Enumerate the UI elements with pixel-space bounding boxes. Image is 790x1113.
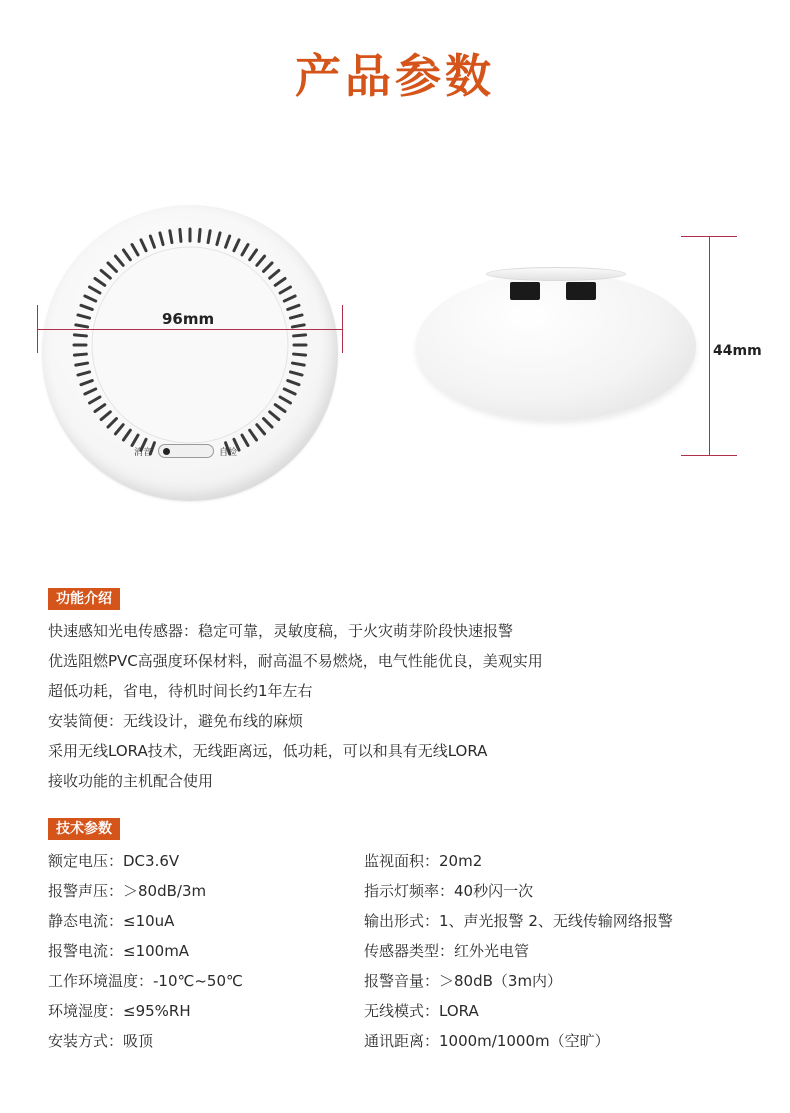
spec-right-item: 输出形式：1、声光报警 2、无线传输网络报警	[364, 912, 673, 930]
vent-slot	[108, 263, 116, 271]
vent-slot	[150, 236, 154, 247]
vent-slot	[78, 315, 90, 318]
width-dimension-tick-left	[37, 305, 38, 353]
vent-slot	[76, 363, 88, 365]
vent-slot	[294, 335, 306, 336]
features-header: 功能介绍	[48, 588, 120, 610]
vent-slot	[288, 305, 299, 309]
spec-right-item: 无线模式：LORA	[364, 1002, 479, 1020]
height-dimension-label: 44mm	[713, 343, 762, 359]
vent-slot	[115, 256, 123, 265]
spec-left-item: 额定电压：DC3.6V	[48, 852, 180, 870]
vent-slot	[226, 236, 230, 247]
vent-slot	[132, 245, 138, 255]
vent-slot	[292, 363, 304, 365]
vent-slot	[257, 425, 265, 434]
vent-slot	[76, 325, 88, 327]
vent-slot	[95, 278, 105, 285]
vent-slot	[264, 419, 272, 427]
vent-slot	[275, 278, 285, 285]
vent-slot	[208, 231, 210, 243]
silence-label: 消音	[134, 448, 153, 458]
vent-slot	[141, 240, 146, 251]
vent-slot	[85, 296, 96, 301]
vent-slot	[123, 430, 130, 440]
feature-line: 接收功能的主机配合使用	[48, 772, 214, 790]
vent-slot	[101, 412, 110, 420]
vent-slot	[242, 245, 248, 255]
vent-slot	[264, 263, 272, 271]
vent-slot	[108, 419, 116, 427]
vent-slot	[284, 389, 295, 394]
vent-slot	[180, 229, 181, 241]
spec-left-item: 工作环境温度：-10℃~50℃	[48, 972, 243, 990]
detector-center-plate	[92, 247, 288, 443]
vent-slot	[234, 240, 239, 251]
side-vent-slot	[510, 282, 540, 300]
page-title: 产品参数	[295, 49, 495, 103]
spec-left-item: 静态电流：≤10uA	[48, 912, 175, 930]
vent-slot	[270, 412, 279, 420]
feature-line: 超低功耗，省电，待机时间长约1年左右	[48, 682, 313, 700]
vent-slot	[74, 335, 86, 336]
vent-slot	[294, 354, 306, 355]
spec-right-item: 通讯距离：1000m/1000m（空旷）	[364, 1032, 610, 1050]
vent-slot	[217, 233, 220, 245]
vent-slot	[132, 435, 138, 445]
spec-left-item: 报警声压：＞80dB/3m	[48, 882, 207, 900]
spec-left-item: 报警电流：≤100mA	[48, 942, 190, 960]
vent-slot	[288, 381, 299, 385]
width-dimension-tick-right	[342, 305, 343, 353]
vent-slot	[257, 256, 265, 265]
vent-slot	[160, 233, 163, 245]
vent-slot	[275, 405, 285, 412]
vent-slot	[74, 354, 86, 355]
spec-right-item: 指示灯频率：40秒闪一次	[364, 882, 534, 900]
vent-slot	[85, 389, 96, 394]
spec-right-item: 监视面积：20m2	[364, 852, 483, 870]
detector-side-view-image	[416, 272, 696, 420]
height-dimension-tick-bottom	[681, 455, 737, 456]
vent-slot	[199, 229, 200, 241]
vent-slot	[280, 397, 290, 403]
spec-right-item: 传感器类型：红外光电管	[364, 942, 530, 960]
side-vent-slot	[566, 282, 596, 300]
vent-slot	[284, 296, 295, 301]
spec-right-item: 报警音量：＞80dB（3m内）	[364, 972, 563, 990]
switch-knob	[163, 448, 170, 455]
vent-slot	[81, 305, 92, 309]
vent-slot	[115, 425, 123, 434]
height-dimension-line	[709, 236, 710, 455]
width-dimension-line	[37, 329, 343, 330]
vent-slot	[81, 381, 92, 385]
self-test-label: 自检	[219, 448, 238, 458]
width-dimension-label: 96mm	[162, 310, 215, 328]
vent-slot	[270, 270, 279, 278]
vent-slot	[242, 435, 248, 445]
spec-left-item: 环境湿度：≤95%RH	[48, 1002, 191, 1020]
vent-slot	[90, 397, 100, 403]
vent-slot	[78, 372, 90, 375]
silence-test-switch	[158, 444, 214, 458]
vent-slot	[250, 250, 257, 260]
vent-slot	[170, 231, 172, 243]
feature-line: 快速感知光电传感器：稳定可靠，灵敏度稿，于火灾萌芽阶段快速报警	[48, 622, 514, 640]
vent-slot	[290, 315, 302, 318]
feature-line: 采用无线LORA技术，无线距离远，低功耗，可以和具有无线LORA	[48, 742, 488, 760]
vent-slot	[280, 287, 290, 293]
vent-slot	[290, 372, 302, 375]
spec-left-item: 安装方式：吸顶	[48, 1032, 154, 1050]
vent-slot	[123, 250, 130, 260]
vent-slot	[95, 405, 105, 412]
specs-header: 技术参数	[48, 818, 120, 840]
vent-slot	[90, 287, 100, 293]
vent-slot	[292, 325, 304, 327]
height-dimension-tick-top	[681, 236, 737, 237]
vent-slot	[250, 430, 257, 440]
vent-slot	[101, 270, 110, 278]
feature-line: 安装简便：无线设计，避免布线的麻烦	[48, 712, 304, 730]
feature-line: 优选阻燃PVC高强度环保材料，耐高温不易燃烧，电气性能优良，美观实用	[48, 652, 543, 670]
detector-side-cap	[486, 267, 626, 281]
